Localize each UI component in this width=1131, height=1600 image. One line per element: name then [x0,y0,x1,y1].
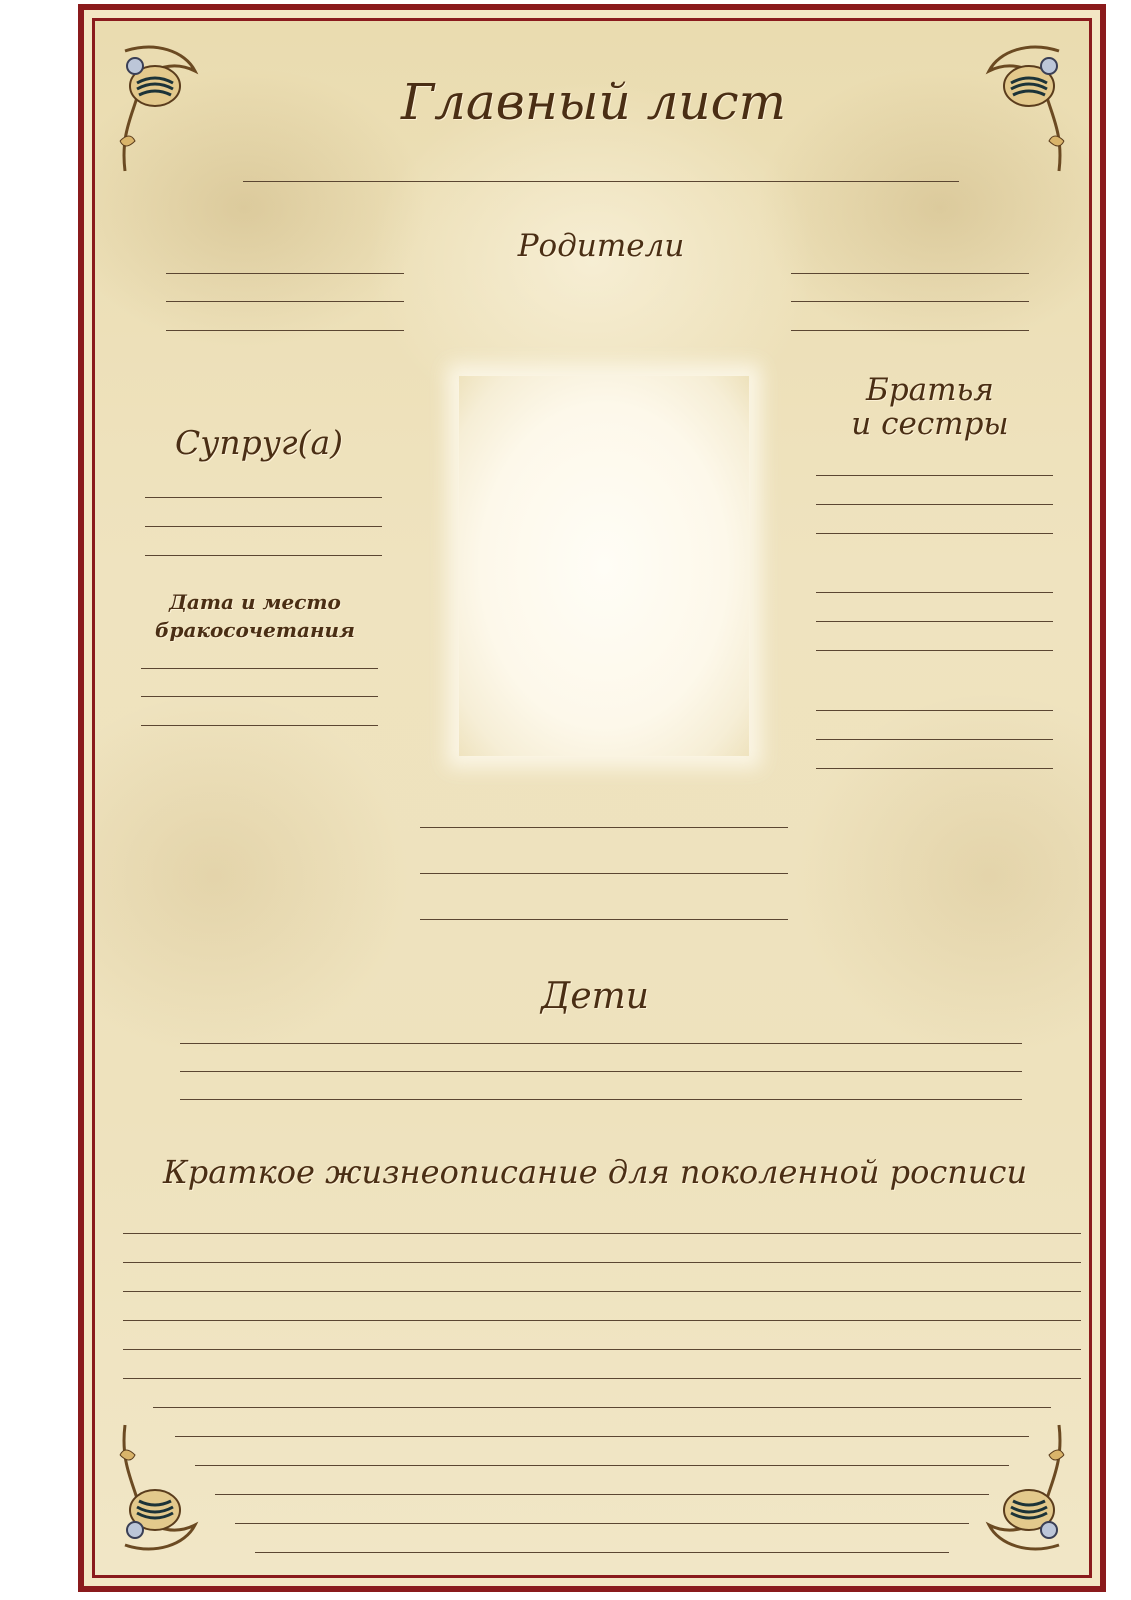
marriage-heading [155,588,355,644]
biography-line[interactable] [215,1494,989,1495]
biography-line[interactable] [123,1291,1081,1292]
biography-line[interactable] [123,1378,1081,1379]
biography-line[interactable] [255,1552,949,1553]
parent-line[interactable] [166,273,404,274]
parent-line[interactable] [791,273,1029,274]
siblings-heading-line2: и сестры [851,406,1009,442]
sibling-line[interactable] [816,710,1053,711]
siblings-heading-line1: Братья [866,372,994,408]
marriage-heading-line2: бракосочетания [155,618,355,642]
document-page [92,18,1092,1578]
spouse-heading: Супруг(а) [175,423,344,462]
children-line[interactable] [180,1071,1022,1072]
biography-line[interactable] [175,1436,1029,1437]
sibling-line[interactable] [816,739,1053,740]
spouse-line[interactable] [145,526,382,527]
sibling-line[interactable] [816,621,1053,622]
spouse-line[interactable] [145,497,382,498]
sibling-line[interactable] [816,592,1053,593]
sibling-line[interactable] [816,504,1053,505]
photo-placeholder[interactable] [459,376,749,756]
name-line[interactable] [420,873,788,874]
marriage-heading-line1: Дата и место [169,590,341,614]
biography-line[interactable] [153,1407,1051,1408]
parent-line[interactable] [166,330,404,331]
marriage-line[interactable] [141,668,378,669]
page-title: Главный лист [400,73,787,131]
parent-line[interactable] [166,301,404,302]
name-line[interactable] [420,919,788,920]
biography-line[interactable] [123,1262,1081,1263]
sibling-line[interactable] [816,533,1053,534]
sibling-line[interactable] [816,650,1053,651]
sibling-line[interactable] [816,768,1053,769]
biography-line[interactable] [235,1523,969,1524]
biography-line[interactable] [123,1349,1081,1350]
spouse-line[interactable] [145,555,382,556]
corner-ornament-icon [979,1415,1079,1565]
marriage-line[interactable] [141,696,378,697]
children-heading: Дети [541,976,649,1017]
marriage-line[interactable] [141,725,378,726]
corner-ornament-icon [105,1415,205,1565]
biography-line[interactable] [123,1320,1081,1321]
siblings-heading [835,373,1025,441]
sibling-line[interactable] [816,475,1053,476]
children-line[interactable] [180,1043,1022,1044]
page-frame [78,4,1106,1592]
biography-line[interactable] [123,1233,1081,1234]
name-line[interactable] [420,827,788,828]
parents-heading: Родители [517,228,685,264]
title-underline [243,181,959,182]
parent-line[interactable] [791,301,1029,302]
biography-line[interactable] [195,1465,1009,1466]
frame-band [84,10,1100,1586]
biography-heading: Краткое жизнеописание для поколенной росписи [162,1153,1028,1191]
children-line[interactable] [180,1099,1022,1100]
parent-line[interactable] [791,330,1029,331]
